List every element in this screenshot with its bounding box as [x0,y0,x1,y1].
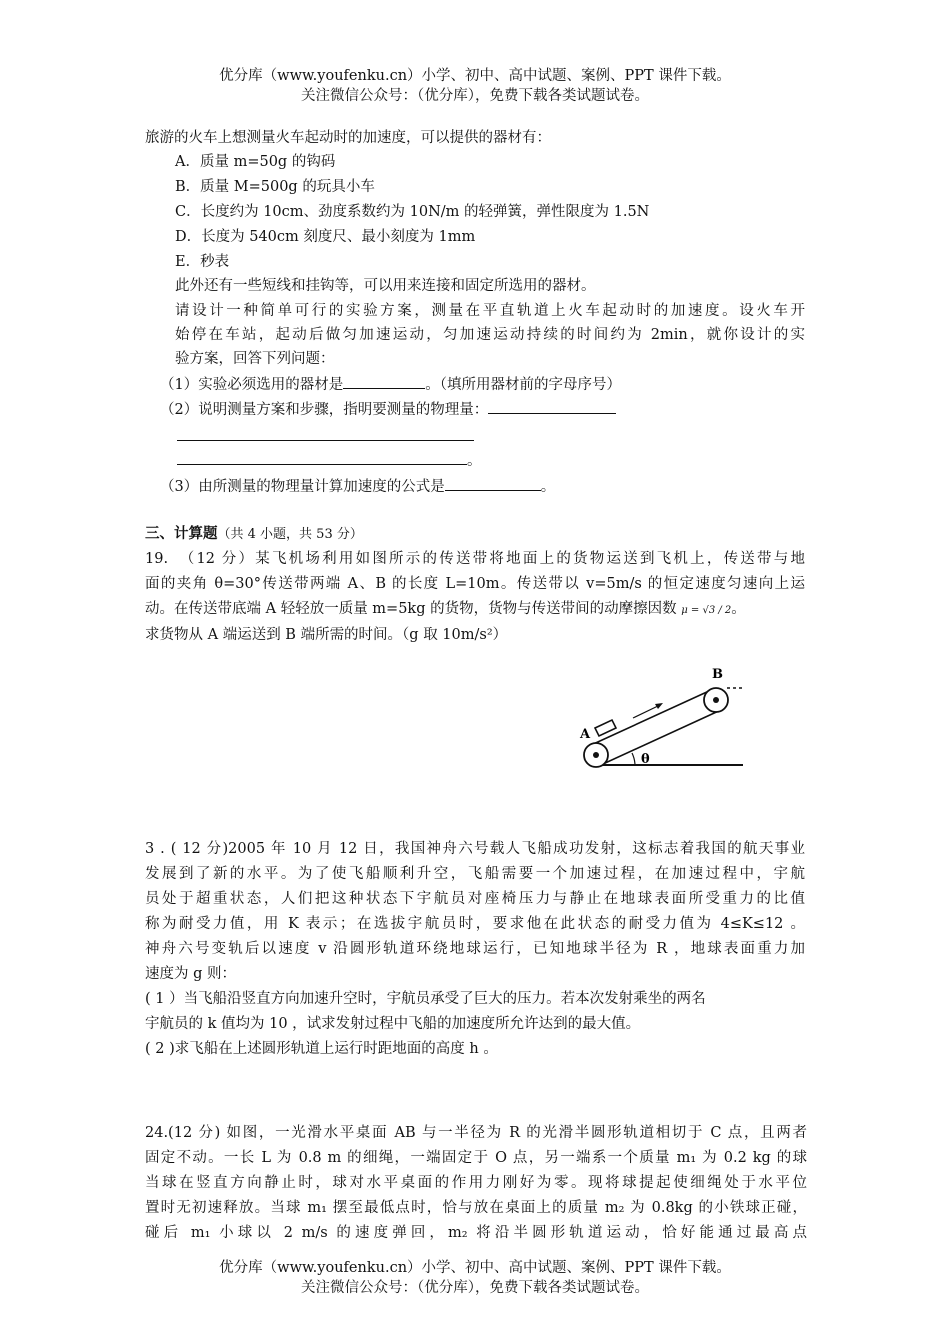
q18-design-line-2: 始停在车站，起动后做匀加速运动，匀加速运动持续的时间约为 2min，就你设计的实 [175,327,805,343]
q19-line-2: 面的夹角 θ=30°传送带两端 A、B 的长度 L=10m。传送带以 v=5m/s 的恒定速度匀速向上运 [145,576,805,592]
page-header-line-1: 优分库（www.youfenku.cn）小学、初中、高中试题、案例、PPT 课件下载。 [219,68,731,84]
label-theta: θ [641,752,650,767]
q18-design-line-1: 请设计一种简单可行的实验方案，测量在平直轨道上火车起动时的加速度。设火车开 [175,303,805,319]
q19-line-3-end: 。 [731,601,746,617]
q3-line-9: ( 2 )求飞船在上述圆形轨道上运行时距地面的高度 h 。 [145,1041,498,1057]
q3-line-8: 宇航员的 k 值均为 10 ，试求发射过程中飞船的加速度所允许达到的最大值。 [145,1016,641,1032]
q3-line-5: 神舟六号变轨后以速度 v 沿圆形轨道环绕地球运行，已知地球半径为 R ，地球表面重力加 [145,941,805,957]
belt-lower-line [603,709,723,764]
q24-line-3: 当球在竖直方向静止时，球对水平桌面的作用力刚好为零。现将球提起使细绳处于水平位 [145,1175,807,1191]
q18-sub2-answer-blank-1[interactable] [488,397,616,414]
q24-line-1: 24.(12 分) 如图，一光滑水平桌面 AB 与一半径为 R 的光滑半圆形轨道相切于 C 点，且两者 [145,1125,807,1141]
q3-line-1: 3 . ( 12 分)2005 年 10 月 12 日，我国神舟六号载人飞船成功发射，这标志着我国的航天事业 [145,841,805,857]
q24-line-2: 固定不动。一长 L 为 0.8 m 的细绳，一端固定于 O 点，另一端系一个质量 m₁ 为 0.2 kg 的球 [145,1150,807,1166]
page-footer-line-1: 优分库（www.youfenku.cn）小学、初中、高中试题、案例、PPT 课件下载。 [219,1260,731,1276]
q18-option-b: B．质量 M=500g 的玩具小车 [175,179,375,195]
q3-line-3: 员处于超重状态，人们把这种状态下宇航员对座椅压力与静止在地球表面所受重力的比值 [145,891,805,907]
pulley-a-axle [593,752,599,758]
q3-line-7: ( 1 ）当飞船沿竖直方向加速升空时，宇航员承受了巨大的压力。若本次发射乘坐的两名 [145,991,706,1007]
q18-extra-note: 此外还有一些短线和挂钩等，可以用来连接和固定所选用的器材。 [175,278,596,294]
q18-sub2-period: 。 [467,453,482,469]
q18-option-d: D．长度为 540cm 刻度尺、最小刻度为 1mm [175,229,476,245]
q18-design-line-3: 验方案，回答下列问题： [175,351,335,367]
section-title-note: （共 4 小题，共 53 分） [217,527,363,542]
q18-sub3-period: 。 [540,479,556,495]
q18-option-c: C．长度约为 10cm、劲度系数约为 10N/m 的轻弹簧，弹性限度为 1.5N [175,204,650,220]
q18-sub1-text: （1）实验必须选用的器材是 [160,377,344,393]
q18-sub2-line-3 [177,448,482,473]
q18-sub1-answer-blank[interactable] [343,372,425,389]
q18-sub1 [160,372,621,397]
q18-sub3-answer-blank[interactable] [445,474,541,491]
q18-intro: 旅游的火车上想测量火车起动时的加速度，可以提供的器材有： [145,130,551,146]
velocity-arrow-head [655,703,663,709]
q19-line-4: 求货物从 A 端运送到 B 端所需的时间。（g 取 10m/s²） [145,627,508,643]
belt-upper-line [589,691,709,746]
q19-line-3-text: 动。在传送带底端 A 轻轻放一质量 m=5kg 的货物，货物与传送带间的动摩擦因数 [145,601,677,617]
q18-sub2-text: （2）说明测量方案和步骤，指明要测量的物理量： [160,402,489,418]
q19-conveyor-figure [575,660,750,775]
section-title [145,522,363,547]
label-b: B [712,667,723,682]
q18-sub3-text: （3）由所测量的物理量计算加速度的公式是 [160,479,445,495]
q3-line-2: 发展到了新的水平。为了使飞船顺利升空，飞船需要一个加速过程，在加速过程中，宇航 [145,866,805,882]
q18-sub2 [160,397,616,422]
q18-option-e: E．秒表 [175,254,230,270]
q3-line-4: 称为耐受力值，用 K 表示；在选拔宇航员时，要求他在此状态的耐受力值为 4≤K≤12 。 [145,916,805,932]
cargo-box [595,720,616,736]
q19-line-1: 19. （12 分）某飞机场利用如图所示的传送带将地面上的货物运送到飞机上，传送带与地 [145,551,805,567]
q18-sub2-answer-blank-2[interactable] [177,440,474,441]
section-title-text: 三、计算题 [145,525,218,542]
q18-sub1-hint: 。（填所用器材前的字母序号） [425,377,621,393]
q18-sub2-answer-blank-3[interactable] [177,448,467,465]
q19-mu-formula: μ = √3 / 2 [681,605,732,616]
q24-line-5: 碰后 m₁ 小球以 2 m/s 的速度弹回，m₂ 将沿半圆形轨道运动，恰好能通过最高点 [145,1225,807,1241]
label-a: A [580,727,591,742]
page-header-line-2: 关注微信公众号：（优分库），免费下载各类试题试卷。 [301,88,649,104]
angle-arc [632,753,635,765]
pulley-b-axle [713,697,719,703]
q19-line-3 [145,597,746,623]
q18-sub3 [160,474,555,499]
page-footer-line-2: 关注微信公众号：（优分库），免费下载各类试题试卷。 [301,1280,649,1296]
q18-option-a: A．质量 m=50g 的钩码 [175,154,336,170]
q24-line-4: 置时无初速释放。当球 m₁ 摆至最低点时，恰与放在桌面上的质量 m₂ 为 0.8kg 的小铁球正碰， [145,1200,807,1216]
q3-line-6: 速度为 g 则： [145,966,236,982]
